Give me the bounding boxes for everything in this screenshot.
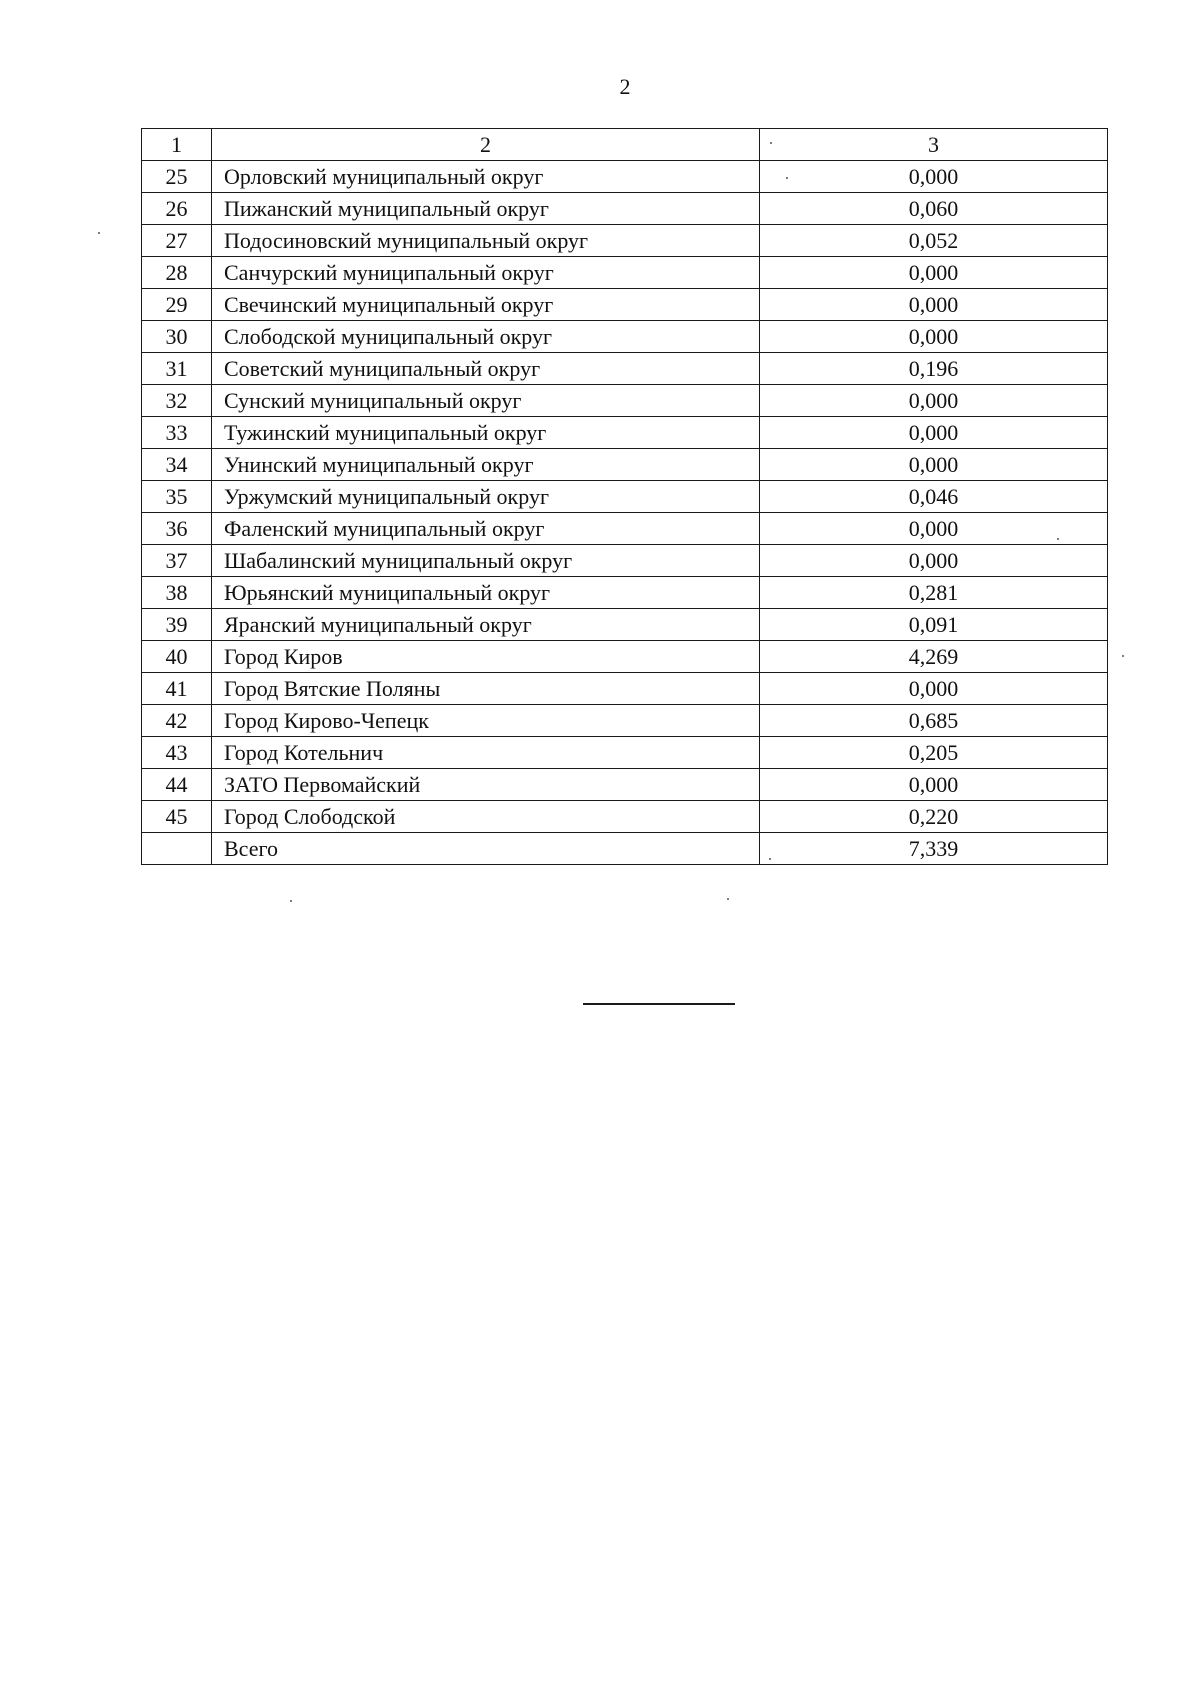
row-value: 0,000 <box>760 321 1108 353</box>
row-value: 0,281 <box>760 577 1108 609</box>
table-row <box>142 161 1108 193</box>
row-value: 0,000 <box>760 289 1108 321</box>
municipality-name: Унинский муниципальный округ <box>212 449 760 481</box>
scan-speck <box>786 177 788 179</box>
scan-speck <box>290 900 292 902</box>
row-value: 0,685 <box>760 705 1108 737</box>
row-number: 44 <box>142 769 212 801</box>
row-value: 0,220 <box>760 801 1108 833</box>
municipality-name: Юрьянский муниципальный округ <box>212 577 760 609</box>
table-row <box>142 289 1108 321</box>
municipality-name: ЗАТО Первомайский <box>212 769 760 801</box>
table-row <box>142 609 1108 641</box>
municipality-name: Яранский муниципальный округ <box>212 609 760 641</box>
row-number: 29 <box>142 289 212 321</box>
row-value: 0,052 <box>760 225 1108 257</box>
table-header-row <box>142 129 1108 161</box>
municipality-name: Город Котельнич <box>212 737 760 769</box>
row-value: 0,000 <box>760 161 1108 193</box>
row-number: 43 <box>142 737 212 769</box>
municipality-name: Свечинский муниципальный округ <box>212 289 760 321</box>
row-number: 34 <box>142 449 212 481</box>
table-row <box>142 353 1108 385</box>
municipality-name: Шабалинский муниципальный округ <box>212 545 760 577</box>
municipality-name: Слободской муниципальный округ <box>212 321 760 353</box>
row-number: 33 <box>142 417 212 449</box>
row-number: 36 <box>142 513 212 545</box>
row-number: 26 <box>142 193 212 225</box>
row-number: 35 <box>142 481 212 513</box>
table-row <box>142 577 1108 609</box>
table-row <box>142 193 1108 225</box>
table-row <box>142 673 1108 705</box>
table-row <box>142 257 1108 289</box>
table-row <box>142 545 1108 577</box>
municipality-name: Город Вятские Поляны <box>212 673 760 705</box>
table-row <box>142 801 1108 833</box>
table-row <box>142 417 1108 449</box>
row-value: 0,000 <box>760 545 1108 577</box>
row-number: 30 <box>142 321 212 353</box>
municipality-name: Подосиновский муниципальный округ <box>212 225 760 257</box>
municipality-name: Город Слободской <box>212 801 760 833</box>
row-value: 4,269 <box>760 641 1108 673</box>
table-row <box>142 641 1108 673</box>
scan-speck <box>727 898 729 900</box>
municipality-name: Город Кирово-Чепецк <box>212 705 760 737</box>
municipality-name: Санчурский муниципальный округ <box>212 257 760 289</box>
row-number: 45 <box>142 801 212 833</box>
municipality-name: Уржумский муниципальный округ <box>212 481 760 513</box>
scan-speck <box>769 858 771 860</box>
table-row <box>142 513 1108 545</box>
municipality-name: Фаленский муниципальный округ <box>212 513 760 545</box>
closing-rule <box>583 1003 735 1005</box>
table-row <box>142 449 1108 481</box>
allocation-table <box>141 128 1108 865</box>
row-value: 0,000 <box>760 769 1108 801</box>
row-number: 31 <box>142 353 212 385</box>
scan-speck <box>98 232 100 234</box>
municipality-name: Город Киров <box>212 641 760 673</box>
row-number: 32 <box>142 385 212 417</box>
row-value: 0,000 <box>760 673 1108 705</box>
total-row-number <box>142 833 212 865</box>
row-value: 0,000 <box>760 449 1108 481</box>
row-value: 0,000 <box>760 257 1108 289</box>
total-municipality-name: Всего <box>212 833 760 865</box>
table-row <box>142 737 1108 769</box>
table-total-row <box>142 833 1108 865</box>
column-header-1: 1 <box>142 129 212 161</box>
row-number: 28 <box>142 257 212 289</box>
row-number: 41 <box>142 673 212 705</box>
municipality-name: Сунский муниципальный округ <box>212 385 760 417</box>
table-row <box>142 321 1108 353</box>
table-row <box>142 769 1108 801</box>
row-value: 0,046 <box>760 481 1108 513</box>
row-value: 0,060 <box>760 193 1108 225</box>
row-number: 38 <box>142 577 212 609</box>
row-number: 40 <box>142 641 212 673</box>
municipality-name: Советский муниципальный округ <box>212 353 760 385</box>
table-row <box>142 225 1108 257</box>
scan-speck <box>770 142 772 144</box>
row-number: 39 <box>142 609 212 641</box>
municipality-name: Орловский муниципальный округ <box>212 161 760 193</box>
scan-speck <box>1057 538 1059 540</box>
total-row-value: 7,339 <box>760 833 1108 865</box>
row-value: 0,000 <box>760 385 1108 417</box>
row-value: 0,000 <box>760 417 1108 449</box>
row-number: 27 <box>142 225 212 257</box>
scan-speck <box>1122 655 1124 657</box>
table-row <box>142 385 1108 417</box>
row-number: 42 <box>142 705 212 737</box>
municipality-name: Тужинский муниципальный округ <box>212 417 760 449</box>
row-value: 0,205 <box>760 737 1108 769</box>
table-row <box>142 481 1108 513</box>
column-header-2: 2 <box>212 129 760 161</box>
column-header-3: 3 <box>760 129 1108 161</box>
row-value: 0,196 <box>760 353 1108 385</box>
table-row <box>142 705 1108 737</box>
row-number: 25 <box>142 161 212 193</box>
page-number: 2 <box>619 74 631 99</box>
row-number: 37 <box>142 545 212 577</box>
row-value: 0,000 <box>760 513 1108 545</box>
row-value: 0,091 <box>760 609 1108 641</box>
municipality-name: Пижанский муниципальный округ <box>212 193 760 225</box>
